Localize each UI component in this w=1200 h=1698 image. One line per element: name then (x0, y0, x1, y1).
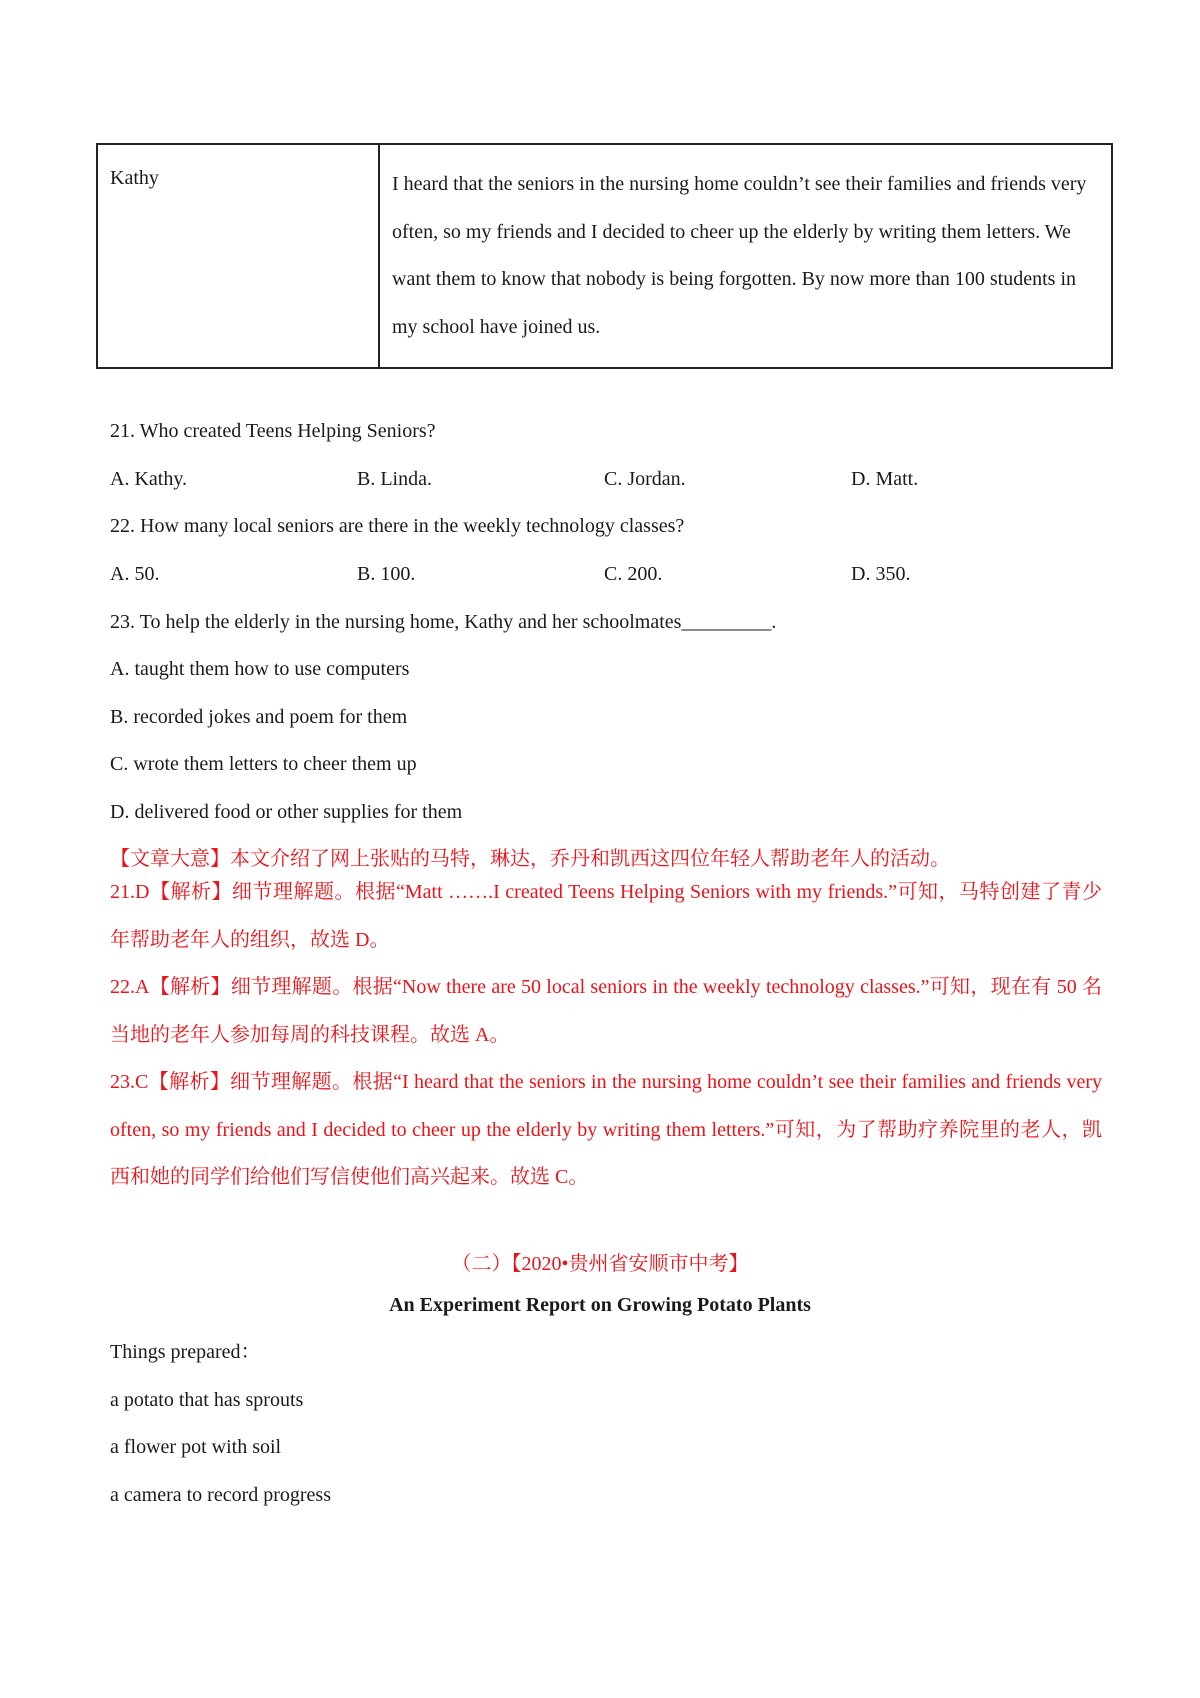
list-item: a camera to record progress (110, 1484, 331, 1506)
q23-option-b: B. recorded jokes and poem for them (110, 706, 408, 728)
person-statement: I heard that the seniors in the nursing home couldn’t see their families and friends very often, so my friends and I decided to cheer up the elderly by writing them letters. We want them to know that nobody is being forgotten. By now more than 100 students in my school have joined us. (379, 144, 1112, 368)
person-name: Kathy (97, 144, 379, 368)
table-row (97, 144, 1112, 368)
things-prepared-label: Things prepared： (110, 1341, 261, 1363)
question-22-stem: 22. How many local seniors are there in the weekly technology classes? (110, 515, 685, 537)
list-item: a flower pot with soil (110, 1436, 282, 1458)
passage-title: An Experiment Report on Growing Potato Plants (389, 1294, 811, 1316)
q21-option-d: D. Matt. (851, 468, 919, 490)
q23-option-d: D. delivered food or other supplies for them (110, 801, 463, 823)
question-21-stem: 21. Who created Teens Helping Seniors? (110, 420, 436, 442)
answer-22-analysis: 22.A【解析】细节理解题。根据“Now there are 50 local seniors in the weekly technology classes.”可知，现在有 50 名当地的老年人参加每周的科技课程。故选 A。 (110, 976, 1102, 1046)
question-23-stem: 23. To help the elderly in the nursing home, Kathy and her schoolmates_________. (110, 611, 777, 633)
section-heading: （二）【2020•贵州省安顺市中考】 (451, 1253, 749, 1275)
q21-option-b: B. Linda. (357, 468, 432, 490)
q21-option-a: A. Kathy. (110, 468, 188, 490)
answer-21-analysis: 21.D【解析】细节理解题。根据“Matt …….I created Teens Helping Seniors with my friends.”可知，马特创建了青少年帮助老年人的组织，故选 D。 (110, 881, 1102, 951)
testimonial-table (96, 143, 1113, 369)
q22-option-a: A. 50. (110, 563, 160, 585)
q22-option-c: C. 200. (604, 563, 663, 585)
q22-option-d: D. 350. (851, 563, 911, 585)
list-item: a potato that has sprouts (110, 1389, 304, 1411)
q21-option-c: C. Jordan. (604, 468, 686, 490)
q23-option-a: A. taught them how to use computers (110, 658, 410, 680)
q23-option-c: C. wrote them letters to cheer them up (110, 753, 417, 775)
q22-option-b: B. 100. (357, 563, 416, 585)
article-summary: 【文章大意】本文介绍了网上张贴的马特，琳达，乔丹和凯西这四位年轻人帮助老年人的活动。 (110, 848, 950, 870)
answer-23-analysis: 23.C【解析】细节理解题。根据“I heard that the seniors in the nursing home couldn’t see their families and friends very often, so my friends and I decided to cheer up the elderly by writing them letters.”可知，为了帮助疗养院里的老人，凯西和她的同学们给他们写信使他们高兴起来。故选 C。 (110, 1071, 1102, 1188)
